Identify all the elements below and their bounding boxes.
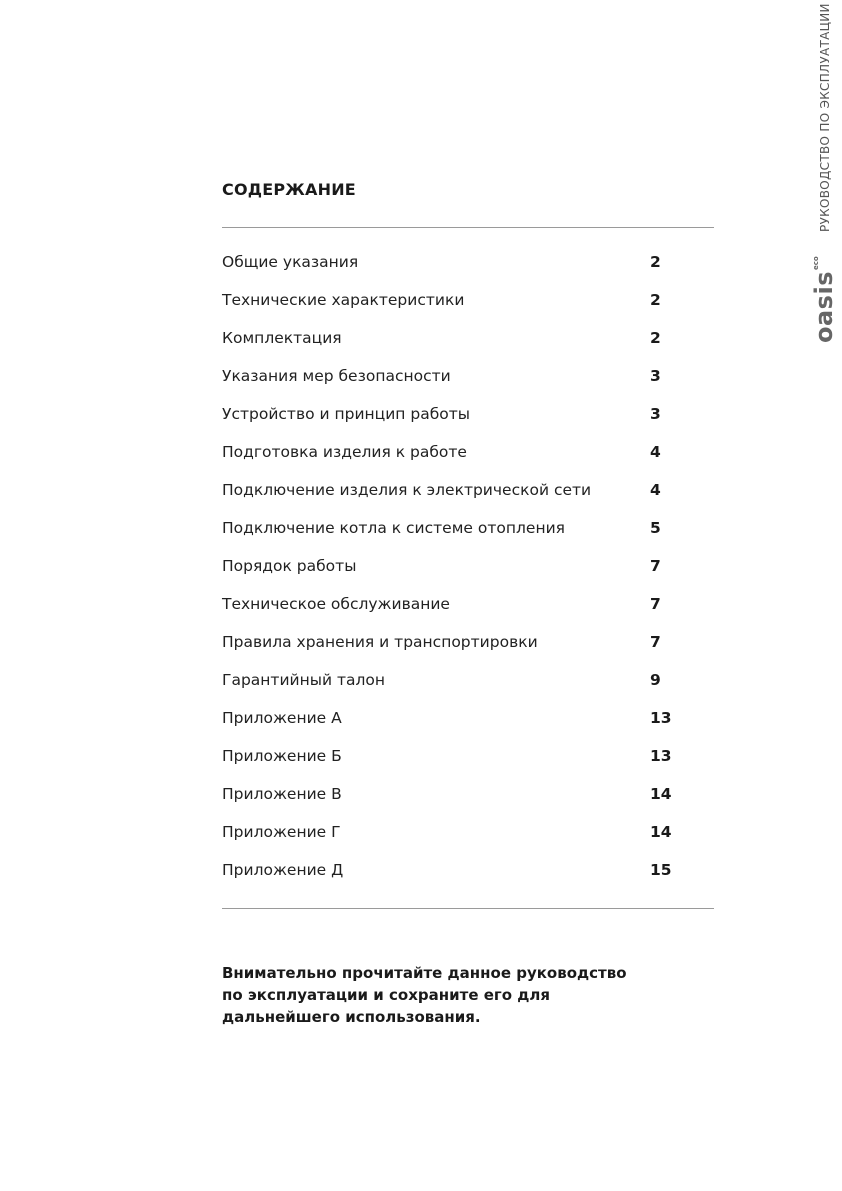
logo-superscript: eco (812, 256, 820, 271)
toc-item-page: 2 (650, 253, 661, 271)
toc-row[interactable] (222, 479, 714, 517)
toc-item-page: 7 (650, 633, 661, 651)
toc-item-page: 9 (650, 671, 661, 689)
toc-row[interactable] (222, 555, 714, 593)
toc-item-page: 7 (650, 557, 661, 575)
toc-item-label: Указания мер безопасности (222, 367, 451, 385)
toc-item-page: 4 (650, 443, 661, 461)
toc-item-label: Подготовка изделия к работе (222, 443, 467, 461)
read-manual-notice (222, 962, 642, 1028)
toc-item-label: Порядок работы (222, 557, 357, 575)
toc-item-label: Правила хранения и транспортировки (222, 633, 538, 651)
side-manual-title: РУКОВОДСТВО ПО ЭКСПЛУАТАЦИИ (818, 3, 832, 232)
toc-item-page: 3 (650, 367, 661, 385)
toc-row[interactable] (222, 327, 714, 365)
toc-item-page: 15 (650, 861, 672, 879)
toc-row[interactable] (222, 669, 714, 707)
toc-item-label: Общие указания (222, 253, 359, 271)
toc-row[interactable] (222, 593, 714, 631)
toc-row[interactable] (222, 365, 714, 403)
toc-item-label: Подключение изделия к электрической сети (222, 481, 592, 499)
notice-line: дальнейшего использования. (222, 1008, 481, 1026)
toc-item-label: Техническое обслуживание (222, 595, 450, 613)
top-divider (222, 227, 714, 228)
toc-item-label: Подключение котла к системе отопления (222, 519, 565, 537)
toc-row[interactable] (222, 631, 714, 669)
toc-item-label: Комплектация (222, 329, 342, 347)
toc-row[interactable] (222, 251, 714, 289)
toc-item-page: 14 (650, 785, 672, 803)
notice-line: Внимательно прочитайте данное руководство (222, 964, 627, 982)
toc-item-label: Приложение А (222, 709, 342, 727)
toc-item-page: 14 (650, 823, 672, 841)
toc-item-page: 2 (650, 291, 661, 309)
bottom-divider (222, 908, 714, 909)
toc-row[interactable] (222, 441, 714, 479)
toc-item-page: 7 (650, 595, 661, 613)
logo-wordmark: oasis (810, 271, 838, 343)
toc-row[interactable] (222, 745, 714, 783)
toc-row[interactable] (222, 289, 714, 327)
toc-item-page: 4 (650, 481, 661, 499)
toc-row[interactable] (222, 783, 714, 821)
toc-item-page: 2 (650, 329, 661, 347)
toc-item-label: Гарантийный талон (222, 671, 386, 689)
toc-row[interactable] (222, 859, 714, 897)
toc-row[interactable] (222, 821, 714, 859)
toc-item-label: Технические характеристики (222, 291, 465, 309)
toc-item-page: 3 (650, 405, 661, 423)
toc-item-label: Приложение Д (222, 861, 344, 879)
toc-item-label: Устройство и принцип работы (222, 405, 470, 423)
page-title: СОДЕРЖАНИЕ (222, 180, 356, 199)
table-of-contents (222, 251, 714, 897)
toc-item-label: Приложение В (222, 785, 342, 803)
toc-item-page: 13 (650, 747, 672, 765)
oasis-logo (810, 256, 838, 343)
toc-item-label: Приложение Б (222, 747, 342, 765)
toc-item-label: Приложение Г (222, 823, 341, 841)
toc-item-page: 13 (650, 709, 672, 727)
toc-item-page: 5 (650, 519, 661, 537)
notice-line: по эксплуатации и сохраните его для (222, 986, 550, 1004)
toc-row[interactable] (222, 517, 714, 555)
toc-row[interactable] (222, 403, 714, 441)
toc-row[interactable] (222, 707, 714, 745)
